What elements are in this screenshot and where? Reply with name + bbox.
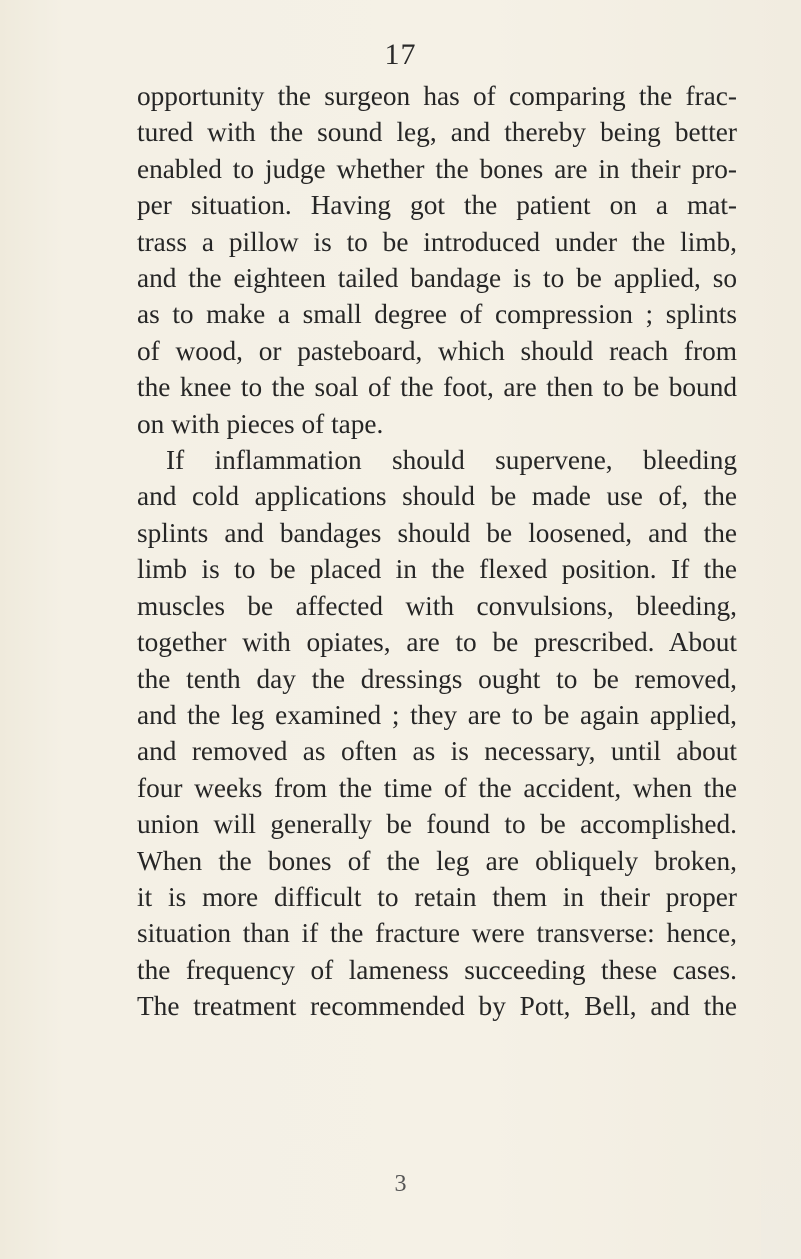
text-line: and the eighteen tailed bandage is to be applied, so — [137, 263, 737, 294]
text-line: situation than if the fracture were transverse: hence, — [137, 918, 737, 949]
text-line: opportunity the surgeon has of comparing the frac- — [137, 81, 737, 111]
signature-mark: 3 — [394, 1171, 407, 1197]
text-line: on with pieces of tape. — [137, 408, 384, 439]
paper-edge-shade — [761, 1040, 801, 1259]
text-line: together with opiates, are to be prescribed. About — [137, 627, 737, 658]
text-line: per situation. Having got the patient on a mat- — [137, 190, 737, 221]
text-line: splints and bandages should be loosened, and the — [137, 517, 737, 548]
text-line: the knee to the soal of the foot, are then to be bound — [137, 372, 737, 403]
page-number: 17 — [384, 38, 417, 71]
text-line: and removed as often as is necessary, until about — [137, 736, 737, 767]
text-line-paragraph-start: If inflammation should supervene, bleeding — [166, 445, 737, 476]
text-line: union will generally be found to be accomplished. — [137, 809, 737, 840]
text-line: tured with the sound leg, and thereby being better — [137, 117, 737, 148]
text-line: The treatment recommended by Pott, Bell, and the — [137, 991, 737, 1022]
text-line: limb is to be placed in the flexed position. If the — [137, 554, 737, 585]
text-line: muscles be affected with convulsions, bleeding, — [137, 590, 737, 621]
text-line: When the bones of the leg are obliquely broken, — [137, 845, 737, 876]
text-line: the frequency of lameness succeeding these cases. — [137, 954, 737, 985]
text-line: of wood, or pasteboard, which should reach from — [137, 335, 737, 366]
text-line: and the leg examined ; they are to be again applied, — [137, 699, 737, 730]
text-line: trass a pillow is to be introduced under the limb, — [137, 226, 737, 257]
text-line: and cold applications should be made use of, the — [137, 481, 737, 512]
text-line: four weeks from the time of the accident, when the — [137, 772, 737, 803]
text-line: the tenth day the dressings ought to be removed, — [137, 663, 737, 694]
body-text — [137, 78, 737, 1025]
text-line: as to make a small degree of compression ; splints — [137, 299, 737, 330]
text-line: it is more difficult to retain them in their proper — [137, 881, 737, 912]
text-line: enabled to judge whether the bones are in their pro- — [137, 153, 737, 184]
